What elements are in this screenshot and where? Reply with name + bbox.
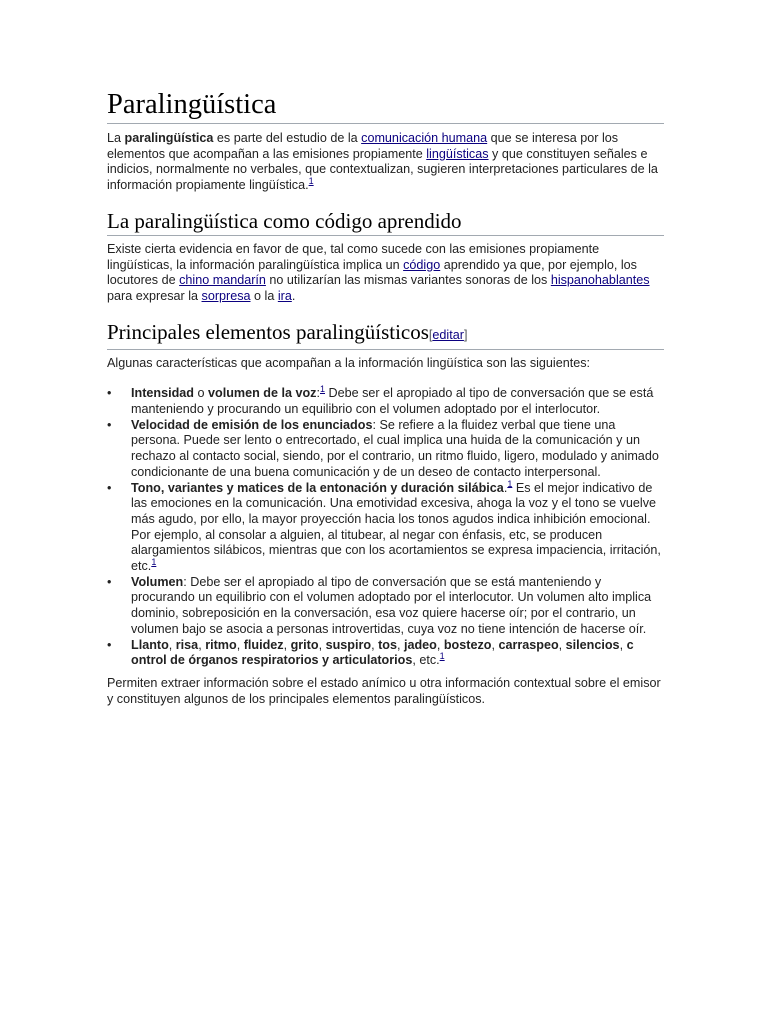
separator: ,	[283, 637, 291, 652]
item-term: c ontrol de órganos respiratorios y articulatorios	[131, 637, 634, 668]
section1-text: no utilizarían las mismas variantes sonoras de los	[265, 273, 551, 288]
section1-paragraph	[107, 242, 664, 305]
item-term: Intensidad	[131, 386, 194, 401]
item-term: tos	[378, 637, 397, 652]
separator: ,	[198, 637, 206, 652]
intro-term: paralingüística	[124, 131, 214, 145]
link-codigo[interactable]: código	[403, 257, 441, 272]
edit-bracket: [	[428, 327, 433, 342]
reference-link[interactable]: 1	[507, 478, 513, 489]
link-hispanohablantes[interactable]: hispanohablantes	[550, 273, 650, 288]
bullet: •	[107, 574, 112, 589]
item-term: grito	[290, 637, 319, 652]
section1-text: para expresar la	[107, 288, 202, 303]
item-text: , etc.	[412, 653, 440, 668]
bullet: •	[107, 386, 112, 401]
list-item	[107, 638, 664, 669]
link-chino-mandarin[interactable]: chino mandarín	[179, 273, 266, 288]
reference-link[interactable]: 1	[308, 175, 314, 186]
reference-link[interactable]: 1	[439, 651, 445, 662]
item-term: carraspeo	[498, 637, 559, 652]
item-term: jadeo	[403, 637, 437, 652]
item-term: risa	[175, 637, 199, 652]
separator: ,	[491, 637, 499, 652]
section-heading-elementos	[107, 319, 664, 350]
separator: ,	[371, 637, 379, 652]
list-item	[107, 478, 664, 575]
closing-paragraph: Permiten extraer información sobre el estado anímico u otra información contextual sobre el emisor y constituyen algunos de los principales elementos paralingüísticos.	[107, 675, 661, 706]
bullet: •	[107, 637, 112, 652]
separator: ,	[619, 637, 627, 652]
item-term: bostezo	[443, 637, 492, 652]
separator: ,	[168, 637, 176, 652]
article	[107, 88, 664, 707]
bullet: •	[107, 480, 112, 495]
link-linguisticas[interactable]: lingüísticas	[426, 146, 489, 161]
separator: ,	[318, 637, 326, 652]
reference-link[interactable]: 1	[151, 556, 157, 567]
item-text: : Debe ser el apropiado al tipo de conversación que se está manteniendo y procurando un equilibrio con el volumen adoptado por el interlocutor. Un volumen alto implica dominio, sobreposición en la conversación, esa voz quiere hacerse oír; por el contrario, un volumen bajo se asocia a personas introvertidas, cuya voz no tiene intención de hacerse oír.	[131, 574, 652, 636]
intro-paragraph	[107, 131, 664, 194]
separator: ,	[396, 637, 404, 652]
item-term: Volumen	[131, 574, 184, 589]
bullet: •	[107, 417, 112, 432]
list-item	[107, 386, 664, 417]
intro-text: La	[107, 131, 125, 145]
separator: ,	[558, 637, 566, 652]
edit-bracket: ]	[463, 327, 468, 342]
item-text: Debe ser el apropiado al tipo de conversación que se está manteniendo y procurando un equilibrio con el volumen adoptado por el interlocutor.	[131, 386, 654, 417]
edit-section	[429, 328, 468, 342]
item-term: Velocidad de emisión de los enunciados	[131, 417, 373, 432]
section-heading-text: Principales elementos paralingüísticos	[107, 319, 429, 344]
link-comunicacion-humana[interactable]: comunicación humana	[361, 131, 488, 145]
section2-intro: Algunas características que acompañan a la información lingüística son las siguientes:	[107, 355, 591, 370]
item-text: o	[193, 386, 208, 401]
reference-link[interactable]: 1	[319, 384, 325, 395]
item-term: Llanto	[131, 637, 169, 652]
item-text: : Se refiere a la fluidez verbal que tiene una persona. Puede ser lento o entrecortado, el cual implica una huida de la comunicación y un rechazo al contacto social, siendo, por el contrario, un ritmo fluido, ligero, modulado y animado condicionante de una buena comunicación y de un deseo de contacto interpersonal.	[131, 417, 659, 479]
edit-link[interactable]: editar	[432, 327, 464, 342]
intro-text: es parte del estudio de la	[213, 131, 362, 145]
section1-text: .	[291, 288, 296, 303]
intro-text: que se interesa por los elementos que acompañan a las emisiones propiamente	[107, 131, 619, 161]
item-text: Es el mejor indicativo de las emociones en la comunicación. Una emotividad excesiva, ahoga la voz y el tono se vuelve más agudo, por ello, la mayor proyección hacia los tonos agudos indica inhibición emocional. Por ejemplo, al consolar a alguien, al titubear, al negar con énfasis, etc, se producen alargamientos silábicos, mientras que con los acortamientos se expresa impaciencia, irritación, etc.	[131, 480, 661, 574]
page-title: Paralingüística	[107, 88, 664, 124]
separator: ,	[436, 637, 444, 652]
item-text: .	[503, 480, 508, 495]
list-item	[107, 575, 664, 638]
section1-text: Existe cierta evidencia en favor de que, tal como sucede con las emisiones propiamente lingüísticas, la información paralingüística implica un	[107, 241, 600, 272]
item-term: Tono, variantes y matices de la entonación y duración silábica	[131, 480, 504, 495]
item-term: suspiro	[325, 637, 372, 652]
item-term: volumen de la voz	[208, 386, 317, 401]
list-item	[107, 418, 664, 481]
separator: ,	[236, 637, 244, 652]
elements-list	[107, 386, 664, 669]
item-term: silencios	[565, 637, 620, 652]
intro-text: y que constituyen señales e indicios, normalmente no verbales, que contextualizan, sugieren interpretaciones particulares de la información propiamente lingüística.	[107, 146, 658, 193]
item-term: fluidez	[243, 637, 284, 652]
item-text: :	[316, 386, 320, 401]
item-term: ritmo	[205, 637, 237, 652]
link-sorpresa[interactable]: sorpresa	[201, 288, 251, 303]
section1-text: aprendido ya que, por ejemplo, los locutores de	[107, 257, 637, 288]
link-ira[interactable]: ira	[277, 288, 292, 303]
section1-text: o la	[250, 288, 278, 303]
section-heading-codigo: La paralingüística como código aprendido	[107, 208, 664, 236]
